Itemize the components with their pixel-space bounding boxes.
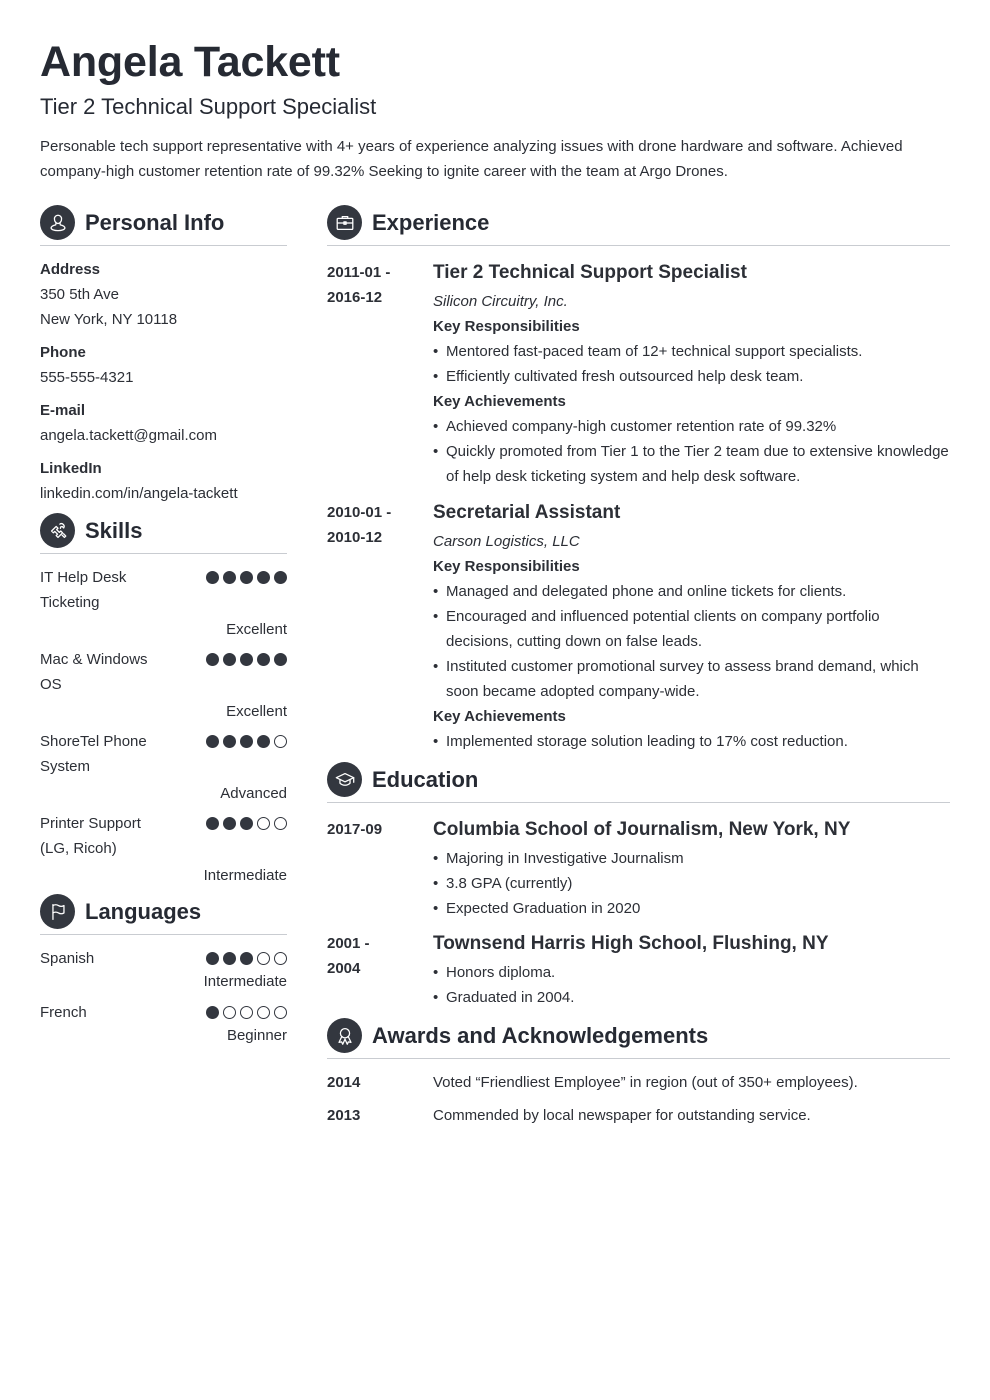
date-end: 2010-12	[327, 529, 383, 546]
skill-level: Intermediate	[203, 867, 287, 884]
rating-dot-filled	[223, 653, 236, 666]
rating-dot-empty	[274, 817, 287, 830]
responsibilities-list	[433, 339, 950, 389]
date-start: 2017-09	[327, 821, 383, 838]
list-item: • Achieved company-high customer retention rate of 99.32%	[433, 414, 950, 439]
date-end: 2016-12	[327, 289, 383, 306]
personal-info-header	[40, 205, 287, 246]
language-level: Beginner	[226, 1027, 287, 1044]
list-item: • Expected Graduation in 2020	[433, 896, 950, 921]
list-item: • Instituted customer promotional survey to assess brand demand, which soon became adopted company-wide.	[433, 654, 950, 704]
skill-rating	[206, 735, 287, 748]
phone-value: 555-555-4321	[40, 369, 134, 386]
rating-dot-filled	[240, 571, 253, 584]
skill-rating	[206, 817, 287, 830]
languages-title: Languages	[85, 898, 202, 924]
graduation-cap-icon	[327, 762, 362, 797]
rating-dot-empty	[223, 1006, 236, 1019]
list-item: • Encouraged and influenced potential clients on company portfolio decisions, cutting down on false leads.	[433, 604, 950, 654]
date-end: 2004	[327, 960, 361, 977]
skill-name: Printer Support (LG, Ricoh)	[40, 815, 141, 857]
experience-entry	[327, 259, 950, 489]
rating-dot-filled	[257, 735, 270, 748]
rating-dot-filled	[240, 653, 253, 666]
experience-date	[327, 260, 417, 310]
award-year: 2014	[327, 1074, 361, 1091]
education-date	[327, 817, 417, 842]
rating-dot-filled	[223, 571, 236, 584]
award-year: 2013	[327, 1107, 361, 1124]
rating-dot-filled	[206, 571, 219, 584]
rating-dot-empty	[240, 1006, 253, 1019]
achievements-label: Key Achievements	[433, 708, 566, 725]
candidate-name: Angela Tackett	[40, 38, 340, 86]
list-item: • 3.8 GPA (currently)	[433, 871, 950, 896]
education-details	[433, 960, 950, 1010]
rating-dot-filled	[223, 952, 236, 965]
rating-dot-filled	[223, 735, 236, 748]
rating-dot-filled	[206, 817, 219, 830]
left-column	[40, 205, 287, 1053]
skill-item	[40, 565, 287, 642]
skill-level: Advanced	[220, 785, 287, 802]
rating-dot-empty	[274, 735, 287, 748]
skills-header	[40, 513, 287, 554]
flag-icon	[40, 894, 75, 929]
award-text: Commended by local newspaper for outstanding service.	[433, 1107, 811, 1124]
rating-dot-empty	[274, 1006, 287, 1019]
award-item	[327, 1070, 950, 1095]
education-entry	[327, 930, 950, 1010]
skill-level: Excellent	[226, 703, 287, 720]
list-item: • Mentored fast-paced team of 12+ technical support specialists.	[433, 339, 950, 364]
rating-dot-empty	[257, 1006, 270, 1019]
email-value: angela.tackett@gmail.com	[40, 427, 217, 444]
personal-info-body	[40, 246, 287, 506]
date-start: 2010-01 -	[327, 504, 392, 521]
achievements-list	[433, 729, 950, 754]
skill-level: Excellent	[226, 621, 287, 638]
experience-title: Experience	[372, 209, 490, 235]
rating-dot-filled	[223, 817, 236, 830]
skill-rating	[206, 653, 287, 666]
skill-item	[40, 729, 287, 806]
rating-dot-filled	[257, 653, 270, 666]
phone-label: Phone	[40, 344, 86, 361]
list-item: • Implemented storage solution leading to 17% cost reduction.	[433, 729, 950, 754]
rating-dot-filled	[274, 571, 287, 584]
skill-rating	[206, 571, 287, 584]
skill-item	[40, 811, 287, 888]
award-ribbon-icon	[327, 1018, 362, 1053]
experience-date	[327, 500, 417, 550]
language-name: Spanish	[40, 950, 95, 967]
list-item: • Managed and delegated phone and online tickets for clients.	[433, 579, 950, 604]
job-title: Tier 2 Technical Support Specialist	[433, 262, 747, 283]
list-item: • Majoring in Investigative Journalism	[433, 846, 950, 871]
skills-title: Skills	[85, 517, 143, 543]
education-date	[327, 931, 417, 981]
rating-dot-filled	[257, 571, 270, 584]
award-text: Voted “Friendliest Employee” in region (out of 350+ employees).	[433, 1074, 858, 1091]
languages-header	[40, 894, 287, 935]
achievements-list	[433, 414, 950, 489]
rating-dot-filled	[206, 952, 219, 965]
rating-dot-empty	[257, 817, 270, 830]
school-name: Townsend Harris High School, Flushing, NY	[433, 933, 829, 954]
awards-header	[327, 1018, 950, 1059]
linkedin-label: LinkedIn	[40, 460, 102, 477]
skills-list	[40, 554, 287, 888]
education-title: Education	[372, 766, 479, 792]
rating-dot-empty	[274, 952, 287, 965]
briefcase-icon	[327, 205, 362, 240]
skill-item	[40, 647, 287, 724]
rating-dot-filled	[206, 735, 219, 748]
language-name: French	[40, 1004, 87, 1021]
address-line1: 350 5th Ave	[40, 286, 119, 303]
company-name: Carson Logistics, LLC	[433, 533, 580, 550]
awards-title: Awards and Acknowledgements	[372, 1022, 709, 1048]
list-item: • Graduated in 2004.	[433, 985, 950, 1010]
language-level: Intermediate	[203, 973, 287, 990]
rating-dot-filled	[206, 1006, 219, 1019]
address-label: Address	[40, 261, 101, 278]
education-details	[433, 846, 950, 921]
summary-text: Personable tech support representative with 4+ years of experience analyzing issues with drone hardware and software. Achieved company-high customer retention rate of 99.32% Seeking to ignite career with the team at Argo Drones.	[40, 138, 903, 180]
experience-header	[327, 205, 950, 246]
language-item	[40, 946, 287, 994]
personal-info-title: Personal Info	[85, 209, 225, 235]
skill-name: ShoreTel Phone System	[40, 733, 147, 775]
achievements-label: Key Achievements	[433, 393, 566, 410]
responsibilities-list	[433, 579, 950, 704]
rating-dot-filled	[240, 735, 253, 748]
candidate-title: Tier 2 Technical Support Specialist	[40, 94, 377, 119]
list-item: • Quickly promoted from Tier 1 to the Tier 2 team due to extensive knowledge of help desk ticketing system and help desk software.	[433, 439, 950, 489]
rating-dot-filled	[274, 653, 287, 666]
language-rating	[206, 952, 287, 965]
education-entry	[327, 816, 950, 921]
list-item: • Efficiently cultivated fresh outsourced help desk team.	[433, 364, 950, 389]
rating-dot-filled	[206, 653, 219, 666]
email-label: E-mail	[40, 402, 86, 419]
rating-dot-empty	[257, 952, 270, 965]
date-start: 2011-01 -	[327, 264, 391, 281]
school-name: Columbia School of Journalism, New York, NY	[433, 819, 851, 840]
company-name: Silicon Circuitry, Inc.	[433, 293, 568, 310]
award-item	[327, 1103, 950, 1128]
list-item: • Honors diploma.	[433, 960, 950, 985]
skill-name: Mac & Windows OS	[40, 651, 148, 693]
user-icon	[40, 205, 75, 240]
responsibilities-label: Key Responsibilities	[433, 318, 580, 335]
language-item	[40, 1000, 287, 1048]
job-title: Secretarial Assistant	[433, 502, 621, 523]
date-start: 2001 -	[327, 935, 370, 952]
rating-dot-filled	[240, 817, 253, 830]
education-header	[327, 762, 950, 803]
languages-list	[40, 935, 287, 1048]
right-column	[327, 205, 950, 1136]
tools-icon	[40, 513, 75, 548]
rating-dot-filled	[240, 952, 253, 965]
linkedin-value: linkedin.com/in/angela-tackett	[40, 485, 238, 502]
address-line2: New York, NY 10118	[40, 311, 178, 328]
responsibilities-label: Key Responsibilities	[433, 558, 580, 575]
experience-entry	[327, 499, 950, 754]
skill-name: IT Help Desk Ticketing	[40, 569, 127, 611]
awards-list	[327, 1070, 950, 1128]
language-rating	[206, 1006, 287, 1019]
